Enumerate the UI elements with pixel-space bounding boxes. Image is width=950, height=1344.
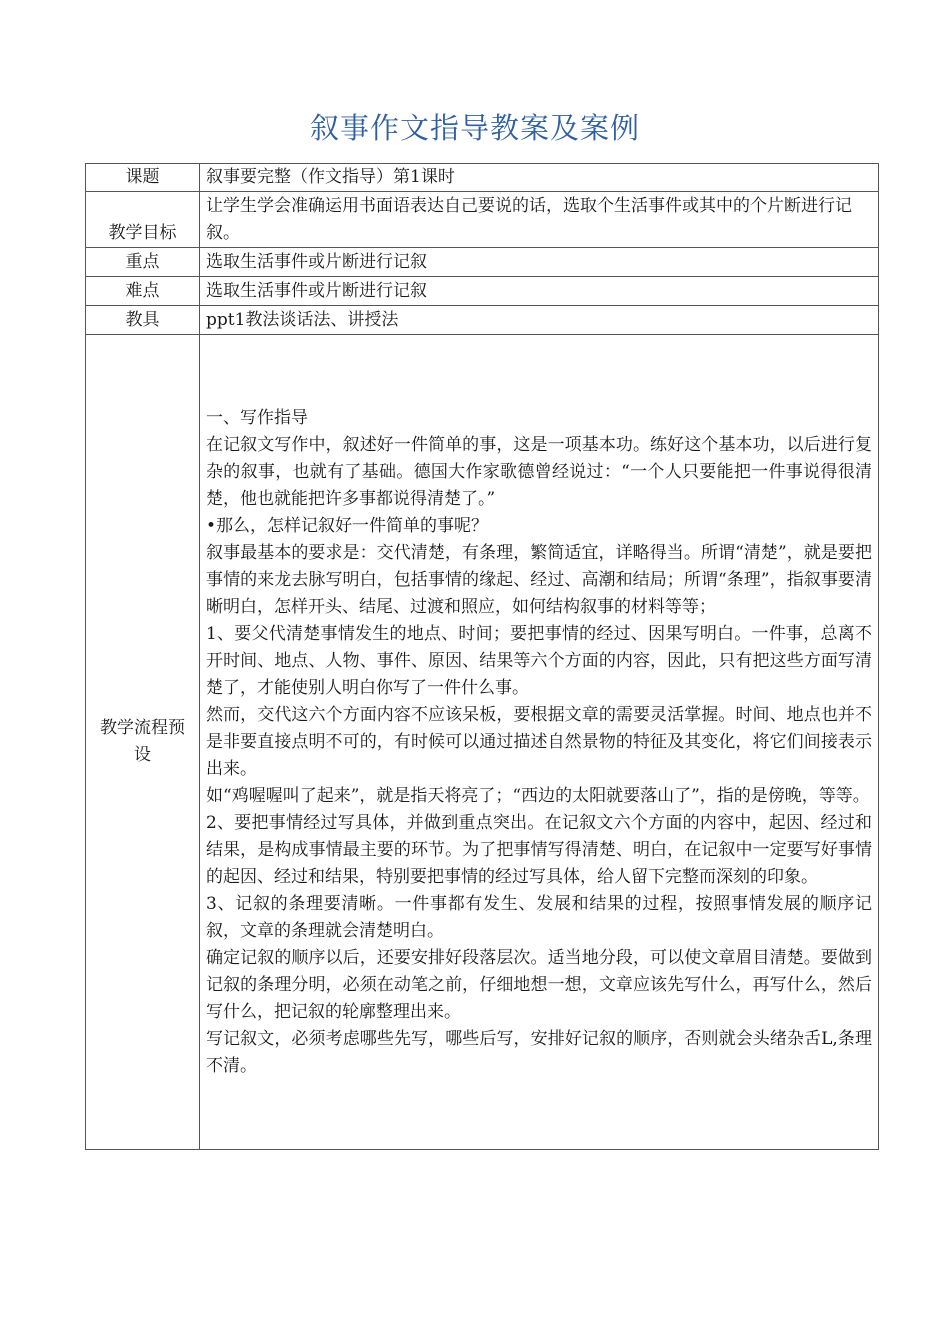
lesson-plan-table	[85, 163, 879, 1150]
flow-paragraph: •那么，怎样记叙好一件简单的事呢？	[206, 515, 489, 536]
row-value-topic: 叙事要完整（作文指导）第1课时	[200, 164, 879, 192]
row-label-tools: 教具	[86, 306, 200, 335]
flow-paragraph: 1、要父代清楚事情发生的地点、时间；要把事情的经过、因果写明白。一件事，总离不开时间、地点、人物、事件、原因、结果等六个方面的内容，因此，只有把这些方面写清楚了，才能使别人明白你写了一件什么事。	[206, 623, 872, 698]
flow-paragraph: 确定记叙的顺序以后，还要安排好段落层次。适当地分段，可以使文章眉目清楚。要做到记叙的条理分明，必须在动笔之前，仔细地想一想，文章应该先写什么，再写什么，然后写什么，把记叙的轮廓整理出来。	[206, 947, 872, 1022]
flow-paragraph: 3、记叙的条理要清晰。一件事都有发生、发展和结果的过程，按照事情发展的顺序记叙，文章的条理就会清楚明白。	[206, 893, 872, 941]
table-row-key-point	[86, 248, 879, 277]
row-value-goal: 让学生学会准确运用书面语表达自己要说的话，选取个生活事件或其中的个片断进行记叙。	[200, 192, 879, 248]
table-row-topic	[86, 164, 879, 192]
flow-paragraph: 如“鸡喔喔叫了起来”，就是指天将亮了；“西边的太阳就要落山了”，指的是傍晚，等等。	[206, 785, 870, 806]
table-row-difficulty	[86, 277, 879, 306]
flow-paragraph: 叙事最基本的要求是：交代清楚，有条理，繁简适宜，详略得当。所谓“清楚”，就是要把事情的来龙去脉写明白，包括事情的缘起、经过、高潮和结局；所谓“条理”，指叙事要清晰明白，怎样开头、结尾、过渡和照应，如何结构叙事的材料等等；	[206, 542, 872, 617]
table-row-goal	[86, 192, 879, 248]
row-label-flow: 教学流程预设	[86, 335, 200, 1150]
flow-paragraph: 2、要把事情经过写具体，并做到重点突出。在记叙文六个方面的内容中，起因、经过和结果，是构成事情最主要的环节。为了把事情写得清楚、明白，在记叙中一定要写好事情的起因、经过和结果，特别要把事情的经过写具体，给人留下完整而深刻的印象。	[206, 812, 872, 887]
row-label-difficulty: 难点	[86, 277, 200, 306]
row-label-goal: 教学目标	[86, 192, 200, 248]
row-value-tools: ppt1教法谈话法、讲授法	[200, 306, 879, 335]
table-row-tools	[86, 306, 879, 335]
row-value-key-point: 选取生活事件或片断进行记叙	[200, 248, 879, 277]
row-label-key-point: 重点	[86, 248, 200, 277]
row-value-flow	[200, 335, 879, 1150]
flow-paragraph: 在记叙文写作中，叙述好一件简单的事，这是一项基本功。练好这个基本功，以后进行复杂的叙事，也就有了基础。德国大作家歌德曾经说过：“一个人只要能把一件事说得很清楚，他也就能把许多事都说得清楚了。”	[206, 434, 872, 509]
flow-paragraph: 写记叙文，必须考虑哪些先写，哪些后写，安排好记叙的顺序，否则就会头绪杂舌L,条理不清。	[206, 1028, 872, 1076]
table-row-flow	[86, 335, 879, 1150]
document-title: 叙事作文指导教案及案例	[309, 111, 640, 145]
flow-paragraph: 然而，交代这六个方面内容不应该呆板，要根据文章的需要灵活掌握。时间、地点也并不是非要直接点明不可的，有时候可以通过描述自然景物的特征及其变化，将它们间接表示出来。	[206, 704, 872, 779]
row-label-topic: 课题	[86, 164, 200, 192]
row-value-difficulty: 选取生活事件或片断进行记叙	[200, 277, 879, 306]
flow-paragraph: 一、写作指导	[206, 407, 308, 428]
